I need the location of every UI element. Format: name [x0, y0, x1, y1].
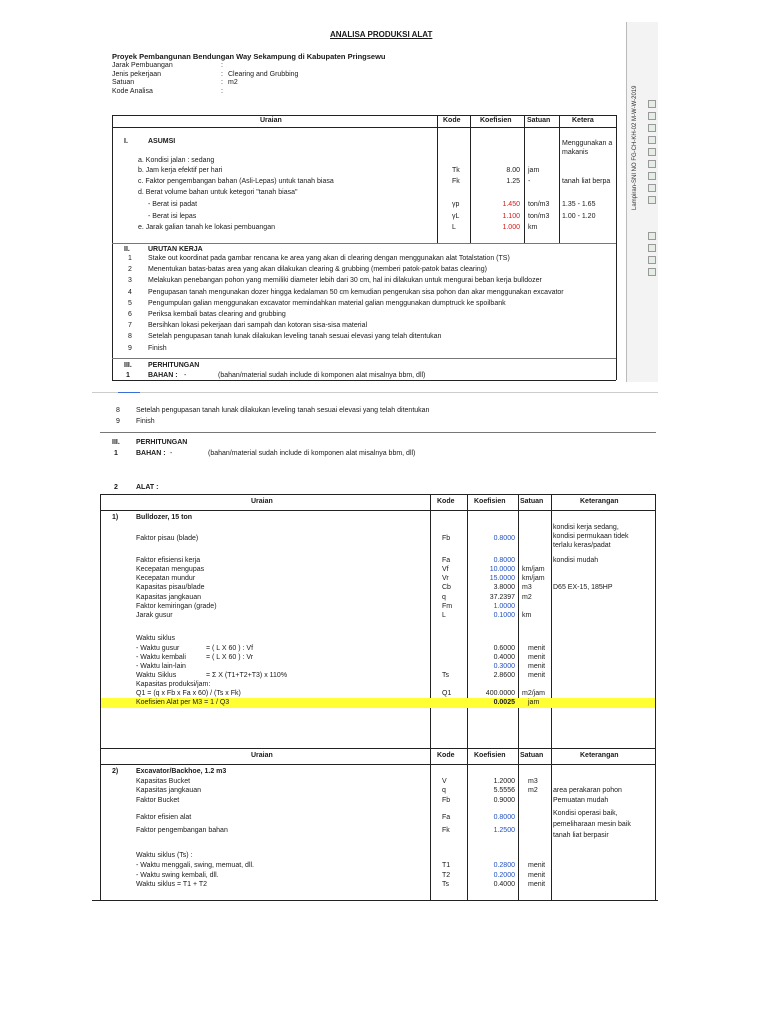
- p2-bahan-num: 1: [114, 450, 118, 457]
- page2-step-text: Setelah pengupasan tanah lunak dilakukan leveling tanah sesuai elevasi yang telah ditentukan: [136, 407, 430, 414]
- toolbar-btn-3[interactable]: [648, 124, 656, 132]
- excavator-row-ket: area perakaran pohon: [553, 787, 622, 794]
- bulldozer-kap-sat: m2/jam: [522, 690, 545, 697]
- bulldozer-waktu-sat: menit: [528, 672, 546, 679]
- toolbar-btn-6[interactable]: [648, 160, 656, 168]
- bulldozer-row-text: Faktor efisiensi kerja: [136, 557, 201, 564]
- bulldozer-waktu-text: - Waktu kembali: [136, 654, 186, 661]
- bulldozer-row-text: Faktor pisau (blade): [136, 535, 199, 542]
- excavator-row-ket: tanah liat berpasir: [553, 832, 609, 839]
- bulldozer-row-sat: km: [522, 612, 532, 619]
- excavator-row-text: Kapasitas jangkauan: [136, 787, 201, 794]
- bulldozer-row-val: 0.8000: [493, 535, 515, 542]
- bulldozer-waktu-sat: menit: [528, 654, 546, 661]
- excavator-waktu-text: Waktu siklus = T1 + T2: [136, 881, 208, 888]
- urutan-step-num: 3: [128, 277, 132, 285]
- asumsi-row-kode: Fk: [452, 178, 460, 185]
- urutan-step-num: 4: [128, 288, 132, 296]
- toolbar-btn-13[interactable]: [648, 268, 656, 276]
- urutan-step-text: Stake out koordinat pada gambar rencana ke area yang akan di clearing dengan menggunakan alat Totalstation (TS): [148, 255, 510, 262]
- asumsi-row-text: - Berat isi padat: [148, 201, 198, 208]
- p2-col-ket: [551, 494, 552, 900]
- asumsi-ket-top2: makanis: [562, 149, 589, 156]
- p2-bahan-dash: -: [170, 450, 173, 457]
- excavator-row-ket: pemeliharaan mesin baik: [553, 821, 631, 828]
- p2-bahan-note: (bahan/material sudah include di komponen alat misalnya bbm, dll): [208, 450, 416, 457]
- urutan-title: URUTAN KERJA: [148, 246, 203, 253]
- urutan-step-text: Setelah pengupasan tanah lunak dilakukan leveling tanah sesuai elevasi yang telah ditentukan: [148, 333, 442, 341]
- asumsi-row-val: 1.25: [506, 178, 520, 185]
- asumsi-ket-top: Menggunakan a: [562, 140, 613, 147]
- asumsi-row-sat: ton/m3: [528, 213, 550, 220]
- p2-col-satuan: [518, 494, 519, 900]
- asumsi-row-kode: Tk: [452, 167, 460, 174]
- bulldozer-kap-kode: Q1: [442, 690, 452, 697]
- asumsi-row-ket: 1.35 - 1.65: [562, 201, 596, 208]
- excavator-waktu-val: 0.2800: [493, 862, 515, 869]
- doc-title: ANALISA PRODUKSI ALAT: [330, 30, 433, 39]
- bulldozer-waktu-text: Waktu Siklus: [136, 672, 177, 679]
- excavator-waktu-val: 0.2000: [493, 871, 515, 879]
- asumsi-num: I.: [124, 138, 128, 145]
- excavator-num: 2): [112, 768, 119, 775]
- bulldozer-waktu-sat: menit: [528, 663, 546, 670]
- bahan-dash: -: [184, 372, 187, 379]
- p2-perhitungan-num: III.: [112, 439, 120, 446]
- perhitungan-title: PERHITUNGAN: [148, 362, 200, 369]
- urutan-step-num: 2: [128, 266, 132, 274]
- bulldozer-row-val: 3.8000: [493, 584, 515, 591]
- bulldozer-row-sat: m3: [522, 584, 532, 591]
- toolbar-btn-1[interactable]: [648, 100, 656, 108]
- p1-bottom-line: [112, 380, 616, 381]
- bulldozer-waktu-formula: = ( L X 60 ) : Vf: [206, 645, 254, 652]
- meta-value: Clearing and Grubbing: [228, 70, 299, 78]
- urutan-step-num: 7: [128, 322, 132, 330]
- toolbar-btn-4[interactable]: [648, 136, 656, 144]
- bulldozer-koef-text: Koefisien Alat per M3 = 1 / Q3: [136, 699, 230, 706]
- urutan-step-num: 1: [128, 255, 132, 262]
- bulldozer-row-text: Kecepatan mengupas: [136, 566, 205, 573]
- excavator-row-val: 1.2000: [493, 778, 515, 785]
- header2-satuan: Satuan: [520, 498, 544, 505]
- bulldozer-row-kode: Vr: [442, 575, 449, 582]
- bulldozer-row-text: Kapasitas jangkauan: [136, 594, 201, 601]
- bulldozer-kap-val: 400.0000: [485, 690, 515, 697]
- bulldozer-row-sat: km/jam: [522, 575, 545, 582]
- bulldozer-row-text: Faktor kemiringan (grade): [136, 603, 217, 610]
- excavator-row-text: Faktor Bucket: [136, 797, 180, 804]
- header3-kode: Kode: [437, 752, 455, 759]
- excavator-row-text: Kapasitas Bucket: [136, 778, 191, 785]
- excavator-waktu-kode: T1: [442, 862, 451, 869]
- urutan-step-text: Melakukan penebangan pohon yang memiliki diameter lebih dari 30 cm, hal ini dilakukan untuk mengurai beban kerja bulldozer: [148, 277, 542, 285]
- header1-koef: Koefisien: [480, 117, 512, 124]
- bahan-num: 1: [126, 372, 130, 379]
- urutan-step-text: Periksa kembali batas clearing and grubbing: [148, 311, 286, 318]
- asumsi-title: ASUMSI: [148, 138, 176, 145]
- bulldozer-row-ket: terlalu keras/padat: [553, 542, 611, 549]
- bulldozer-waktu-kode: Ts: [442, 672, 449, 679]
- asumsi-row-text: e. Jarak galian tanah ke lokasi pembuangan: [138, 224, 275, 231]
- toolbar-btn-10[interactable]: [648, 232, 656, 240]
- perhitungan-num: III.: [124, 362, 132, 369]
- bulldozer-waktu-val: 0.6000: [493, 645, 515, 652]
- bulldozer-row-val: 10.0000: [489, 566, 515, 573]
- excavator-waktu-val: 0.4000: [493, 881, 515, 888]
- urutan-step-text: Pengupasan tanah mengunakan dozer hingga kedalaman 50 cm kemudian pengerukan sisa pohon dan akar menggunakan excavator: [148, 288, 564, 296]
- p2-perhitungan-title: PERHITUNGAN: [136, 439, 188, 446]
- asumsi-row-val: 1.000: [502, 224, 520, 231]
- excavator-row-val: 0.8000: [493, 814, 515, 821]
- excavator-row-val: 1.2500: [493, 827, 515, 834]
- bulldozer-waktu-val: 0.3000: [493, 663, 515, 670]
- asumsi-row-val: 1.450: [502, 201, 520, 208]
- meta-label: Kode Analisa: [112, 87, 153, 95]
- asumsi-row-sat: ton/m3: [528, 201, 550, 208]
- bulldozer-waktu-val: 2.8600: [493, 672, 515, 679]
- bulldozer-waktu-text: - Waktu gusur: [136, 645, 180, 652]
- bulldozer-row-ket: D65 EX-15, 185HP: [553, 584, 613, 591]
- asumsi-row-kode: γL: [452, 213, 460, 220]
- header3-koef: Koefisien: [474, 752, 506, 759]
- bulldozer-row-text: Jarak gusur: [136, 612, 173, 619]
- header2-koef: Koefisien: [474, 498, 506, 505]
- header3-ket: Keterangan: [580, 752, 619, 759]
- excavator-waktu-sat: menit: [528, 881, 546, 888]
- p1-col-kode: [437, 115, 438, 243]
- p1-col-koef: [470, 115, 471, 243]
- bulldozer-waktu-formula: = Σ X (T1+T2+T3) x 110%: [206, 672, 288, 679]
- header1-uraian: Uraian: [260, 117, 282, 124]
- urutan-step-text: Pengumpulan galian menggunakan excavator memindahkan material galian menggunakan dumptruck ke spoilbank: [148, 299, 506, 307]
- asumsi-row-text: b. Jam kerja efektif per hari: [138, 167, 223, 174]
- meta-sep: :: [221, 87, 223, 95]
- bulldozer-row-ket: kondisi kerja sedang,: [553, 524, 619, 531]
- meta-sep: :: [221, 70, 223, 78]
- project-title: Proyek Pembangunan Bendungan Way Sekampung di Kabupaten Pringsewu: [112, 52, 386, 61]
- meta-sep: :: [221, 79, 223, 86]
- excavator-waktu-kode: Ts: [442, 881, 449, 888]
- excavator-row-kode: V: [442, 778, 447, 785]
- bahan-label: BAHAN :: [148, 372, 178, 379]
- p1-col-right: [616, 115, 617, 380]
- asumsi-row-sat: -: [528, 178, 531, 185]
- p2-bottom-line: [92, 900, 658, 901]
- excavator-row-kode: q: [442, 787, 446, 794]
- p1-col-satuan: [524, 115, 525, 243]
- bulldozer-waktu-formula: = ( L X 60 ) : Vr: [206, 654, 254, 661]
- urutan-step-text: Menentukan batas-batas area yang akan dilakukan clearing & grubbing (memberi patok-patok batas clearing): [148, 266, 487, 274]
- bulldozer-waktu-val: 0.4000: [493, 654, 515, 661]
- bulldozer-kap-title: Kapasitas produksi/jam:: [136, 681, 211, 688]
- bulldozer-koef-sat: jam: [528, 699, 540, 706]
- urutan-divider: [112, 358, 616, 359]
- bulldozer-row-kode: L: [442, 612, 446, 619]
- asumsi-row-text: - Berat isi lepas: [148, 213, 197, 220]
- bulldozer-row-text: Kapasitas pisau/blade: [136, 584, 205, 591]
- bulldozer-row-text: Kecepatan mundur: [136, 575, 196, 582]
- page2-divider-1: [100, 432, 656, 433]
- header1-satuan: Satuan: [527, 117, 551, 124]
- excavator-waktu-title: Waktu siklus (Ts) :: [136, 852, 193, 859]
- asumsi-row-kode: L: [452, 224, 456, 231]
- bulldozer-row-kode: Fm: [442, 603, 453, 610]
- urutan-step-num: 9: [128, 344, 132, 352]
- bulldozer-waktu-title: Waktu siklus: [136, 635, 176, 642]
- asumsi-row-val: 8.00: [506, 167, 520, 174]
- page2-step-text: Finish: [136, 418, 155, 425]
- urutan-step-text: Finish: [148, 344, 167, 352]
- bulldozer-row-kode: Cb: [442, 584, 451, 591]
- toolbar-btn-9[interactable]: [648, 196, 656, 204]
- header2-uraian: Uraian: [251, 498, 273, 505]
- bulldozer-row-kode: Vf: [442, 566, 449, 573]
- excavator-row-sat: m2: [528, 787, 538, 794]
- header1-bottom-line: [112, 127, 616, 128]
- page2-step-num: 9: [116, 418, 120, 425]
- bulldozer-num: 1): [112, 514, 119, 521]
- bulldozer-row-val: 37.2397: [489, 594, 515, 601]
- excavator-waktu-text: - Waktu swing kembali, dll.: [136, 871, 219, 879]
- alat-num: 2: [114, 484, 118, 491]
- sidebar-vertical-text: Lampiran-SNI NO FG-CH-KH-02 M-W-W-2019: [632, 85, 638, 210]
- excavator-row-ket: Kondisi operasi baik,: [553, 810, 618, 817]
- header1-kode: Kode: [443, 117, 461, 124]
- bulldozer-row-val: 0.8000: [493, 557, 515, 564]
- p2-col-kode: [430, 494, 431, 900]
- bulldozer-title: Bulldozer, 15 ton: [136, 514, 193, 521]
- excavator-waktu-sat: menit: [528, 871, 546, 879]
- header3-bottom-line: [100, 764, 656, 765]
- p2-bahan-label: BAHAN :: [136, 450, 166, 457]
- meta-value: m2: [228, 79, 238, 86]
- page2-blue-mark: [118, 392, 140, 393]
- asumsi-row-sat: jam: [528, 167, 540, 174]
- excavator-row-kode: Fk: [442, 827, 450, 834]
- toolbar-btn-11[interactable]: [648, 244, 656, 252]
- header2-kode: Kode: [437, 498, 455, 505]
- excavator-row-sat: m3: [528, 778, 538, 785]
- toolbar-btn-5[interactable]: [648, 148, 656, 156]
- asumsi-row-ket: 1.00 - 1.20: [562, 213, 596, 220]
- asumsi-row-kode: γp: [452, 201, 460, 208]
- excavator-waktu-sat: menit: [528, 862, 546, 869]
- toolbar-btn-12[interactable]: [648, 256, 656, 264]
- asumsi-row-val: 1.100: [502, 213, 520, 220]
- bulldozer-kap-formula: Q1 = (q x Fb x Fa x 60) / (Ts x Fk): [136, 690, 241, 697]
- bulldozer-row-kode: Fb: [442, 535, 451, 542]
- bulldozer-row-ket: kondisi permukaan tidek: [553, 533, 629, 540]
- p1-col-left: [112, 115, 113, 380]
- meta-label: Jarak Pembuangan: [112, 62, 173, 69]
- asumsi-row-ket: tanah liat berpa: [562, 178, 611, 185]
- excavator-row-text: Faktor pengembangan bahan: [136, 827, 228, 834]
- toolbar-btn-8[interactable]: [648, 184, 656, 192]
- urutan-step-num: 5: [128, 299, 132, 307]
- bulldozer-row-sat: m2: [522, 594, 532, 601]
- bulldozer-waktu-text: - Waktu lain-lain: [136, 663, 186, 670]
- p2-col-left: [100, 494, 101, 900]
- alat-label: ALAT :: [136, 484, 159, 491]
- urutan-step-num: 8: [128, 333, 132, 341]
- header2-bottom-line: [100, 510, 656, 511]
- p2-col-koef: [467, 494, 468, 900]
- excavator-row-text: Faktor efisien alat: [136, 814, 192, 821]
- asumsi-divider: [112, 243, 616, 244]
- bulldozer-waktu-sat: menit: [528, 645, 546, 652]
- bahan-note: (bahan/material sudah include di komponen alat misalnya bbm, dll): [218, 372, 426, 379]
- p1-col-ket: [559, 115, 560, 243]
- excavator-row-kode: Fb: [442, 797, 451, 804]
- meta-label: Satuan: [112, 79, 135, 86]
- toolbar-btn-2[interactable]: [648, 112, 656, 120]
- excavator-waktu-text: - Waktu menggali, swing, memuat, dll.: [136, 862, 255, 869]
- toolbar-btn-7[interactable]: [648, 172, 656, 180]
- bulldozer-koef-val: 0.0025: [493, 699, 515, 706]
- bulldozer-row-kode: q: [442, 594, 446, 601]
- urutan-num: II.: [124, 246, 130, 253]
- header3-satuan: Satuan: [520, 752, 544, 759]
- excavator-row-ket: Pemuatan mudah: [553, 797, 609, 804]
- asumsi-row-sat: km: [528, 224, 538, 231]
- bulldozer-row-val: 1.0000: [493, 603, 515, 610]
- excavator-row-kode: Fa: [442, 814, 451, 821]
- header2-ket: Keterangan: [580, 498, 619, 505]
- asumsi-row-text: a. Kondisi jalan : sedang: [138, 157, 215, 164]
- urutan-step-num: 6: [128, 311, 132, 318]
- urutan-step-text: Bersihkan lokasi pekerjaan dari sampah dan kotoran sisa-sisa material: [148, 322, 368, 330]
- p2-col-right: [655, 494, 656, 900]
- meta-label: Jenis pekerjaan: [112, 70, 162, 78]
- bulldozer-row-kode: Fa: [442, 557, 451, 564]
- bulldozer-row-ket: kondisi mudah: [553, 557, 599, 564]
- asumsi-row-text: d. Berat volume bahan untuk ketegori "tanah biasa": [138, 189, 298, 196]
- asumsi-row-text: c. Faktor pengembangan bahan (Asli-Lepas) untuk tanah biasa: [138, 178, 334, 185]
- excavator-row-val: 0.9000: [493, 797, 515, 804]
- header1-ket: Ketera: [572, 117, 594, 124]
- meta-sep: :: [221, 62, 223, 69]
- bulldozer-row-sat: km/jam: [522, 566, 545, 573]
- excavator-title: Excavator/Backhoe, 1.2 m3: [136, 768, 227, 775]
- excavator-row-val: 5.5556: [493, 787, 515, 794]
- bulldozer-row-val: 0.1000: [493, 612, 515, 619]
- bulldozer-row-val: 15.0000: [489, 575, 515, 582]
- header1-top-line: [112, 115, 616, 116]
- excavator-waktu-kode: T2: [442, 871, 451, 879]
- page2-step-num: 8: [116, 407, 120, 414]
- header2-top-line: [100, 494, 656, 495]
- header3-top-line: [100, 748, 656, 749]
- header3-uraian: Uraian: [251, 752, 273, 759]
